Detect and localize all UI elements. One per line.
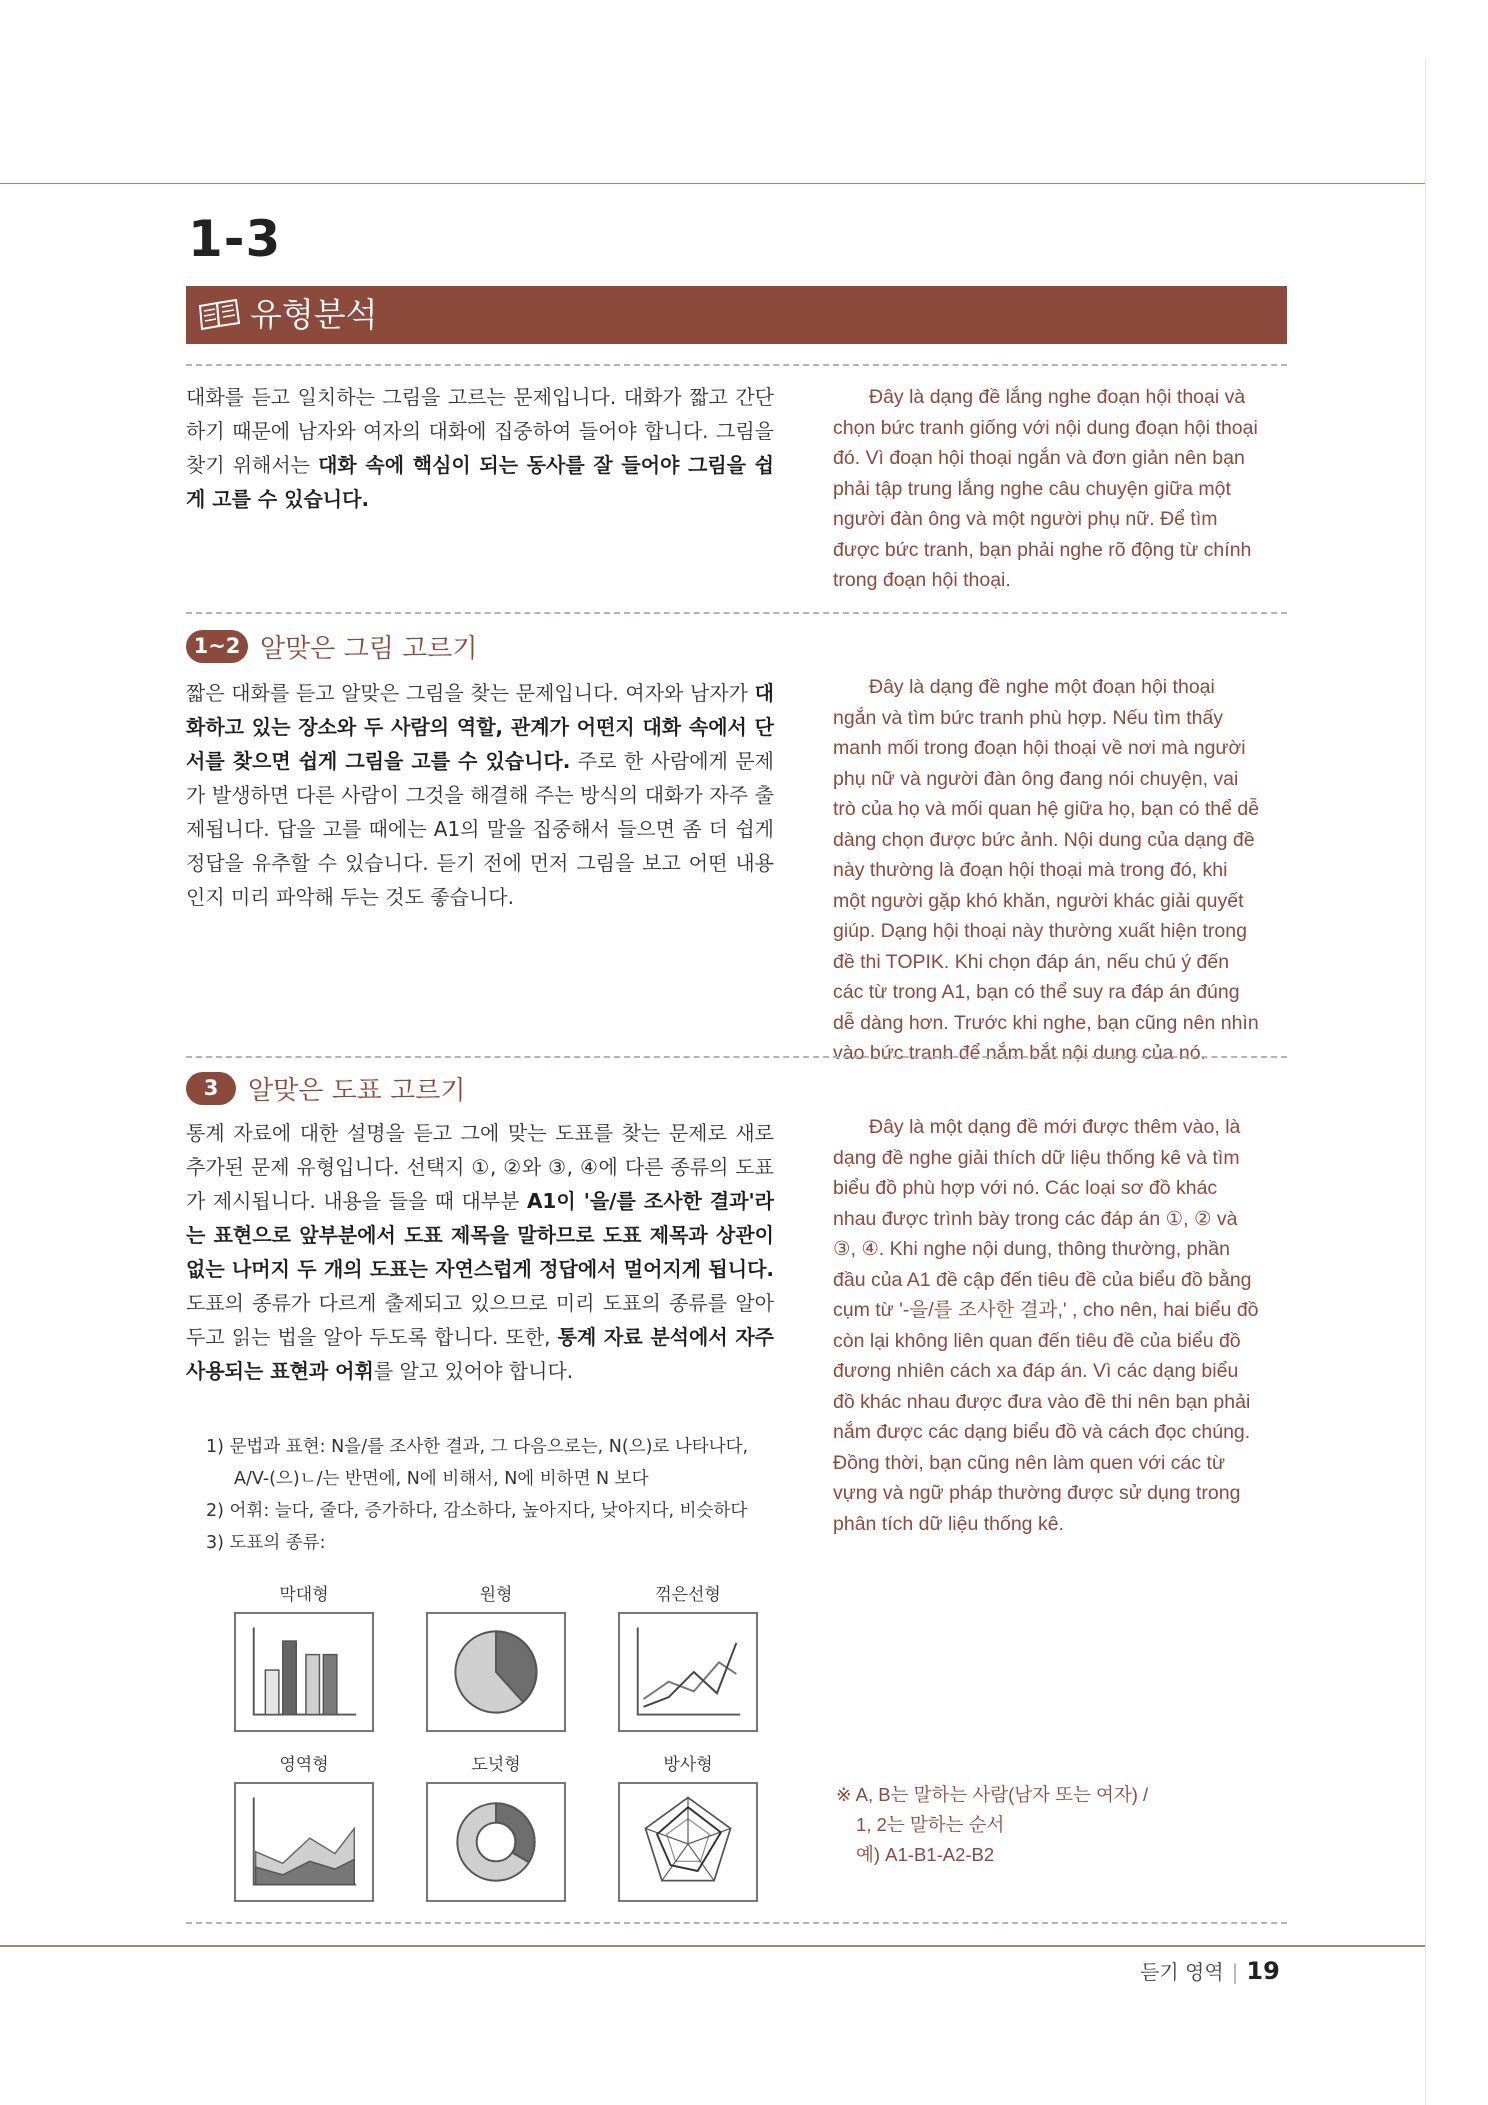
section2-ko-bold-2: 통계 자료 분석에서 자주 사용되는 표현과 어휘 — [186, 1325, 774, 1383]
radar-chart-thumbnail — [618, 1782, 758, 1902]
intro-vi-text: Đây là dạng đề lắng nghe đoạn hội thoại và chọn bức tranh giống với nội dung đoạn hội thoại đó. Vì đoạn hội thoại ngắn và đơn giản nên bạn phải tập trung lắng nghe câu chuyện giữa một người đàn ông và một người phụ nữ. Để tìm được bức tranh, bạn phải nghe rõ động từ chính trong đoạn hội thoại. — [833, 386, 1258, 591]
list-item-grammar: 1) 문법과 표현: N을/를 조사한 결과, 그 다음으로는, N(으)로 나타나다, — [206, 1437, 749, 1457]
section2-ko-bold: A1이 '을/를 조사한 결과'라는 표현으로 앞부분에서 도표 제목을 말하므로 도표 제목과 상관이 없는 나머지 두 개의 도표는 자연스럽게 정답에서 멀어지게 됩니다. — [186, 1189, 774, 1281]
section1-ko-bold: 대화하고 있는 장소와 두 사람의 역할, 관계가 어떤지 대화 속에서 단서를 찾으면 쉽게 그림을 고를 수 있습니다. — [186, 681, 774, 773]
chapter-number: 1-3 — [188, 210, 282, 268]
bar-chart-thumbnail — [234, 1612, 374, 1732]
footer-separator: | — [1231, 1960, 1239, 1984]
divider — [186, 612, 1287, 614]
intro-ko-bold: 대화 속에 핵심이 되는 동사를 잘 들어야 그림을 쉽게 고를 수 있습니다. — [186, 453, 774, 511]
divider — [186, 1056, 1287, 1058]
book-icon — [196, 298, 242, 332]
footer-label: 듣기 영역 — [1140, 1960, 1224, 1984]
chart-caption-area: 영역형 — [279, 1755, 329, 1775]
area-chart-thumbnail — [234, 1782, 374, 1902]
chart-caption-pie: 원형 — [479, 1585, 513, 1605]
intro-ko-text: 대화를 듣고 일치하는 그림을 고르는 문제입니다. 대화가 짧고 간단하기 때문에 남자와 여자의 대화에 집중하여 들어야 합니다. 그림을 찾기 위해서는 — [186, 385, 774, 477]
section1-ko-text: 짧은 대화를 듣고 알맞은 그림을 찾는 문제입니다. 여자와 남자가 — [186, 681, 755, 705]
chart-caption-donut: 도넛형 — [471, 1755, 521, 1775]
speaker-note-line: 1, 2는 말하는 순서 — [856, 1814, 1005, 1835]
bottom-rule — [0, 1945, 1425, 1947]
divider — [186, 1922, 1287, 1924]
intro-ko — [186, 380, 774, 516]
section2-ko-text-3: 를 알고 있어야 합니다. — [373, 1359, 574, 1383]
section1-vi-text: Đây là dạng đề nghe một đoạn hội thoại ngắn và tìm bức tranh phù hợp. Nếu tìm thấy manh mối trong đoạn hội thoại về nơi mà người phụ nữ và người đàn ông đang nói chuyện, vai trò của họ và mối quan hệ giữa họ, bạn có thể dễ dàng chọn được bức ảnh. Nội dung của dạng đề này thường là đoạn hội thoại mà trong đó, khi một người gặp khó khăn, người khác giải quyết giúp. Dạng hội thoại này thường xuất hiện trong đề thi TOPIK. Khi chọn đáp án, nếu chú ý đến các từ trong A1, bạn có thể suy ra đáp án đúng dễ dàng hơn. Trước khi nghe, bạn cũng nên nhìn vào bức tranh để nắm bắt nội dung của nó. — [833, 676, 1260, 1064]
banner-title: 유형분석 — [250, 295, 378, 334]
section2-badge: 3 — [186, 1072, 236, 1105]
section2-ko — [186, 1116, 774, 1388]
section1-ko-text-2: 주로 한 사람에게 문제가 발생하면 다른 사람이 그것을 해결해 주는 방식의 대화가 자주 출제됩니다. 답을 고를 때에는 A1의 말을 집중해서 들으면 좀 더 쉽게 정답을 유추할 수 있습니다. 듣기 전에 먼저 그림을 보고 어떤 내용인지 미리 파악해 두는 것도 좋습니다. — [186, 749, 774, 909]
intro-vi — [833, 382, 1261, 596]
line-chart-thumbnail — [618, 1612, 758, 1732]
donut-chart-thumbnail — [426, 1782, 566, 1902]
section2-ko-text: 통계 자료에 대한 설명을 듣고 그에 맞는 도표를 찾는 문제로 새로 추가된 문제 유형입니다. 선택지 ①, ②와 ③, ④에 다른 종류의 도표가 제시됩니다. 내용을 들을 때 대부분 — [186, 1121, 774, 1213]
speaker-note-line: ※ A, B는 말하는 사람(남자 또는 여자) / — [836, 1784, 1149, 1805]
chart-caption-line: 꺾은선형 — [655, 1585, 721, 1605]
section2-vi-text: Đây là một dạng đề mới được thêm vào, là dạng đề nghe giải thích dữ liệu thống kê và tìm biểu đồ phù hợp với nó. Các loại sơ đồ khác nhau được trình bày trong các đáp án ①, ② và ③, ④. Khi nghe nội dung, thông thường, phần đầu của A1 đề cập đến tiêu đề của biểu đồ bằng cụm từ '-을/를 조사한 결과,' , cho nên, hai biểu đồ còn lại không liên quan đến tiêu đề của biểu đồ đương nhiên cách xa đáp án. Vì các dạng biểu đồ khác nhau được đưa vào đề thi nên bạn phải nắm được các dạng biểu đồ và cách đọc chúng. Đồng thời, bạn cũng nên làm quen với các từ vựng và ngữ pháp thường được sử dụng trong phân tích dữ liệu thống kê. — [833, 1116, 1259, 1535]
chart-caption-radar: 방사형 — [663, 1755, 713, 1775]
top-rule — [0, 183, 1425, 184]
section2-vi — [833, 1112, 1261, 1539]
chart-caption-bar: 막대형 — [279, 1585, 329, 1605]
section1-heading — [186, 628, 477, 664]
section1-ko — [186, 676, 774, 914]
section2-heading — [186, 1070, 465, 1106]
page-number: 19 — [1246, 1957, 1280, 1985]
section1-title: 알맞은 그림 고르기 — [260, 633, 478, 664]
pie-chart-thumbnail — [426, 1612, 566, 1732]
section2-title: 알맞은 도표 고르기 — [248, 1075, 466, 1106]
list-item-chart-types: 3) 도표의 종류: — [206, 1533, 326, 1553]
divider — [186, 364, 1287, 366]
list-item-grammar-cont: A/V-(으)ㄴ/는 반면에, N에 비해서, N에 비하면 N 보다 — [234, 1469, 649, 1489]
section2-ko-text-2: 도표의 종류가 다르게 출제되고 있으므로 미리 도표의 종류를 알아 두고 읽는 법을 알아 두도록 합니다. 또한, — [186, 1291, 774, 1349]
page-footer — [1140, 1956, 1280, 1985]
list-item-vocab: 2) 어휘: 늘다, 줄다, 증가하다, 감소하다, 높아지다, 낮아지다, 비슷하다 — [206, 1501, 748, 1521]
section1-badge: 1~2 — [186, 630, 248, 663]
page-edge — [1425, 60, 1426, 2105]
section1-vi — [833, 672, 1261, 1069]
speaker-note-line: 예) A1-B1-A2-B2 — [856, 1844, 995, 1865]
speaker-note — [836, 1780, 1276, 1870]
